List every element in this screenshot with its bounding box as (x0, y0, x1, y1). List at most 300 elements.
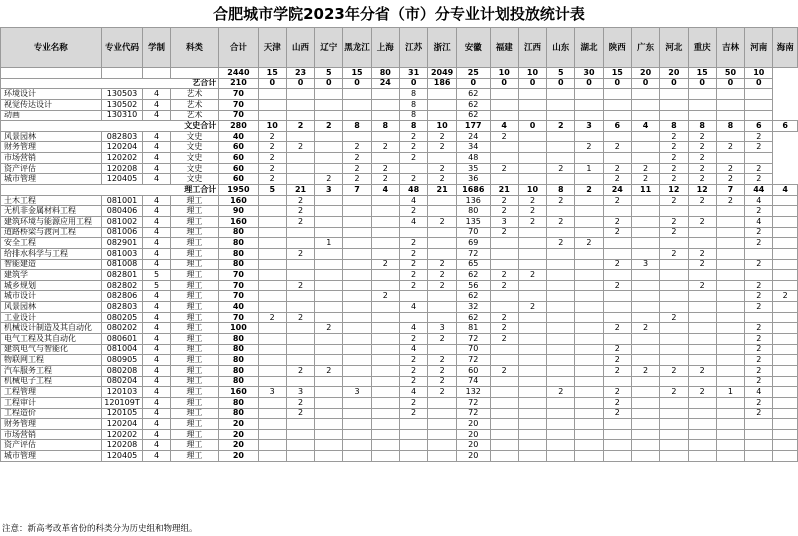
cell (575, 440, 603, 451)
cell (518, 227, 546, 238)
cell (631, 238, 659, 249)
cell: 2 (745, 408, 773, 419)
cell: 理工 (170, 259, 219, 270)
cell (518, 312, 546, 323)
cell: 文史 (170, 174, 219, 185)
cell: 72 (457, 248, 491, 259)
cell (343, 302, 371, 313)
cell (490, 419, 518, 430)
cell (716, 131, 744, 142)
table-row (1, 259, 798, 270)
cell (660, 302, 688, 313)
row-total: 100 (219, 323, 258, 334)
cell (603, 334, 631, 345)
cell (490, 355, 518, 366)
cell: 60 (457, 365, 491, 376)
cell (773, 270, 798, 281)
cell: 2 (603, 259, 631, 270)
cell (315, 259, 343, 270)
table-row (1, 227, 798, 238)
cell (547, 280, 575, 291)
cell: 2 (631, 365, 659, 376)
cell: 62 (457, 291, 491, 302)
row-total: 70 (219, 312, 258, 323)
row-total: 60 (219, 174, 258, 185)
cell: 理工 (170, 365, 219, 376)
cell (745, 89, 773, 100)
cell: 74 (457, 376, 491, 387)
cell (343, 408, 371, 419)
major-code: 080205 (101, 312, 143, 323)
cell (631, 302, 659, 313)
cell (343, 451, 371, 462)
table-row (1, 174, 798, 185)
cell: 2 (660, 142, 688, 153)
cell (518, 89, 546, 100)
cell (547, 110, 575, 121)
cell: 2 (490, 312, 518, 323)
cell (371, 89, 399, 100)
major-code: 130310 (101, 110, 143, 121)
cell (773, 419, 798, 430)
cell: 2 (490, 131, 518, 142)
cell (716, 312, 744, 323)
major-code: 080208 (101, 365, 143, 376)
cell (716, 99, 744, 110)
cell: 3 (286, 387, 314, 398)
cell: 5 (315, 68, 343, 79)
cell (575, 323, 603, 334)
major-code: 080905 (101, 355, 143, 366)
cell (343, 419, 371, 430)
table-row (1, 270, 798, 281)
major-code: 081008 (101, 259, 143, 270)
cell (258, 291, 286, 302)
cell (547, 259, 575, 270)
cell (286, 291, 314, 302)
row-total: 70 (219, 291, 258, 302)
cell: 2 (745, 323, 773, 334)
cell: 4 (143, 302, 170, 313)
cell (286, 153, 314, 164)
cell: 2 (399, 408, 427, 419)
cell (716, 365, 744, 376)
row-total: 70 (219, 270, 258, 281)
cell (343, 440, 371, 451)
cell (631, 440, 659, 451)
cell (716, 323, 744, 334)
cell (688, 355, 716, 366)
cell: 2 (315, 323, 343, 334)
cell (575, 227, 603, 238)
cell: 20 (457, 419, 491, 430)
column-header: 科类 (170, 28, 219, 68)
cell (371, 227, 399, 238)
cell (603, 206, 631, 217)
cell: 2 (660, 248, 688, 259)
cell: 2 (716, 195, 744, 206)
cell: 2 (315, 174, 343, 185)
major-name: 安全工程 (1, 238, 102, 249)
cell (428, 312, 457, 323)
cell: 2 (371, 259, 399, 270)
cell (343, 110, 371, 121)
cell (773, 429, 798, 440)
major-code: 120109T (101, 397, 143, 408)
cell (745, 429, 773, 440)
cell (575, 429, 603, 440)
major-code: 082803 (101, 302, 143, 313)
cell (716, 248, 744, 259)
cell (518, 344, 546, 355)
cell (660, 440, 688, 451)
cell (518, 451, 546, 462)
cell (547, 355, 575, 366)
cell: 2 (286, 280, 314, 291)
cell (773, 376, 798, 387)
major-code: 081002 (101, 216, 143, 227)
cell (343, 195, 371, 206)
cell: 7 (716, 185, 744, 196)
cell: 5 (143, 270, 170, 281)
cell: 2 (688, 365, 716, 376)
cell (518, 131, 546, 142)
cell: 4 (143, 344, 170, 355)
cell (518, 440, 546, 451)
cell: 2 (716, 142, 744, 153)
cell (286, 163, 314, 174)
cell: 24 (603, 185, 631, 196)
cell (518, 142, 546, 153)
cell: 2049 (428, 68, 457, 79)
cell (286, 419, 314, 430)
cell (518, 376, 546, 387)
cell: 理工 (170, 270, 219, 281)
cell: 理工 (170, 216, 219, 227)
cell (688, 99, 716, 110)
cell: 理工 (170, 280, 219, 291)
cell: 4 (490, 121, 518, 132)
cell: 11 (631, 185, 659, 196)
cell: 2 (399, 397, 427, 408)
cell: 4 (745, 387, 773, 398)
major-name: 视觉传达设计 (1, 99, 102, 110)
major-code: 120405 (101, 451, 143, 462)
row-total: 90 (219, 206, 258, 217)
cell: 2 (688, 195, 716, 206)
table-row (1, 302, 798, 313)
cell (143, 68, 170, 79)
cell (428, 227, 457, 238)
cell: 6 (603, 121, 631, 132)
cell (258, 344, 286, 355)
cell: 3 (490, 216, 518, 227)
cell (575, 419, 603, 430)
cell (773, 397, 798, 408)
cell (315, 387, 343, 398)
cell (603, 153, 631, 164)
cell: 2 (660, 216, 688, 227)
cell: 2 (490, 163, 518, 174)
cell (745, 419, 773, 430)
cell: 2 (428, 131, 457, 142)
cell: 2 (286, 195, 314, 206)
cell: 理工 (170, 195, 219, 206)
cell: 2 (518, 302, 546, 313)
cell (343, 376, 371, 387)
cell (688, 408, 716, 419)
cell (428, 397, 457, 408)
cell: 理工 (170, 376, 219, 387)
cell: 2 (745, 355, 773, 366)
cell (575, 99, 603, 110)
cell (660, 451, 688, 462)
cell: 2 (518, 270, 546, 281)
cell (575, 387, 603, 398)
major-name: 汽车服务工程 (1, 365, 102, 376)
major-name: 电气工程及其自动化 (1, 334, 102, 345)
cell (603, 248, 631, 259)
cell (315, 270, 343, 281)
cell (745, 312, 773, 323)
cell: 2 (660, 365, 688, 376)
major-code: 120202 (101, 429, 143, 440)
cell: 24 (371, 78, 399, 89)
cell (343, 280, 371, 291)
row-total: 70 (219, 99, 258, 110)
cell (603, 270, 631, 281)
cell (490, 89, 518, 100)
table-row (1, 312, 798, 323)
major-name: 物联网工程 (1, 355, 102, 366)
cell (315, 397, 343, 408)
row-total: 80 (219, 365, 258, 376)
cell (547, 408, 575, 419)
major-name: 工业设计 (1, 312, 102, 323)
table-row (1, 344, 798, 355)
cell: 4 (143, 397, 170, 408)
table-row (1, 408, 798, 419)
cell (688, 270, 716, 281)
cell: 理工 (170, 238, 219, 249)
cell: 50 (716, 68, 744, 79)
cell (631, 216, 659, 227)
cell (575, 334, 603, 345)
cell (660, 270, 688, 281)
cell (490, 429, 518, 440)
cell (371, 153, 399, 164)
cell: 2 (631, 163, 659, 174)
cell: 艺术 (170, 110, 219, 121)
cell (575, 153, 603, 164)
cell: 72 (457, 408, 491, 419)
cell (716, 206, 744, 217)
cell (371, 344, 399, 355)
cell (371, 397, 399, 408)
cell (428, 451, 457, 462)
cell (518, 259, 546, 270)
cell (258, 451, 286, 462)
cell: 2 (603, 227, 631, 238)
cell: 4 (399, 387, 427, 398)
cell (773, 408, 798, 419)
cell: 4 (143, 440, 170, 451)
table-row (1, 110, 798, 121)
cell (547, 440, 575, 451)
cell: 2 (575, 185, 603, 196)
cell (773, 323, 798, 334)
major-name: 城市管理 (1, 174, 102, 185)
cell (631, 419, 659, 430)
cell (258, 248, 286, 259)
subtotal-label: 艺合计 (1, 78, 219, 89)
cell (343, 99, 371, 110)
cell: 62 (457, 270, 491, 281)
table-row (1, 248, 798, 259)
column-header: 河北 (660, 28, 688, 68)
plan-table (0, 27, 798, 462)
cell (773, 259, 798, 270)
cell (399, 451, 427, 462)
cell: 48 (399, 185, 427, 196)
major-code: 080406 (101, 206, 143, 217)
column-header: 山东 (547, 28, 575, 68)
cell: 理工 (170, 344, 219, 355)
column-header: 专业名称 (1, 28, 102, 68)
cell: 2 (660, 163, 688, 174)
cell: 2 (258, 174, 286, 185)
cell (258, 110, 286, 121)
cell (660, 238, 688, 249)
cell: 2 (745, 376, 773, 387)
cell (518, 408, 546, 419)
cell: 文史 (170, 131, 219, 142)
cell (286, 302, 314, 313)
cell: 62 (457, 110, 491, 121)
cell: 4 (143, 216, 170, 227)
cell: 2 (631, 174, 659, 185)
cell (343, 238, 371, 249)
cell: 2 (286, 121, 314, 132)
cell: 2 (688, 163, 716, 174)
cell: 理工 (170, 323, 219, 334)
cell (575, 195, 603, 206)
cell (575, 355, 603, 366)
table-row (1, 280, 798, 291)
cell (258, 227, 286, 238)
cell: 10 (745, 68, 773, 79)
cell: 30 (575, 68, 603, 79)
cell (575, 174, 603, 185)
cell: 2 (745, 259, 773, 270)
cell: 0 (343, 78, 371, 89)
cell: 10 (428, 121, 457, 132)
cell (371, 195, 399, 206)
cell (547, 89, 575, 100)
cell: 21 (428, 185, 457, 196)
cell (258, 323, 286, 334)
cell: 4 (143, 163, 170, 174)
major-code: 080202 (101, 323, 143, 334)
major-code: 082801 (101, 270, 143, 281)
column-header: 江苏 (399, 28, 427, 68)
cell (603, 291, 631, 302)
cell: 81 (457, 323, 491, 334)
cell: 2 (716, 163, 744, 174)
grand-total-row (1, 68, 798, 79)
cell (716, 89, 744, 100)
cell: 2 (688, 174, 716, 185)
cell: 25 (457, 68, 491, 79)
cell (773, 344, 798, 355)
cell: 2 (258, 163, 286, 174)
cell (286, 440, 314, 451)
major-code: 080601 (101, 334, 143, 345)
cell: 2 (745, 238, 773, 249)
cell (631, 344, 659, 355)
cell: 15 (258, 68, 286, 79)
cell (428, 238, 457, 249)
cell (603, 429, 631, 440)
cell (716, 376, 744, 387)
table-row (1, 216, 798, 227)
cell: 0 (660, 78, 688, 89)
subtotal-label: 文史合计 (1, 121, 219, 132)
cell (428, 419, 457, 430)
cell (343, 397, 371, 408)
cell (428, 153, 457, 164)
cell (773, 451, 798, 462)
cell: 35 (457, 163, 491, 174)
cell: 12 (660, 185, 688, 196)
cell (343, 344, 371, 355)
cell: 2 (490, 270, 518, 281)
major-name: 机械设计制造及其自动化 (1, 323, 102, 334)
major-code: 081003 (101, 248, 143, 259)
cell (575, 131, 603, 142)
row-total: 20 (219, 429, 258, 440)
cell: 0 (745, 78, 773, 89)
row-total: 160 (219, 387, 258, 398)
cell (660, 206, 688, 217)
cell (343, 227, 371, 238)
cell (631, 355, 659, 366)
cell (773, 334, 798, 345)
cell (399, 312, 427, 323)
cell (660, 89, 688, 100)
row-total: 80 (219, 344, 258, 355)
cell: 2 (745, 131, 773, 142)
cell: 4 (143, 153, 170, 164)
cell (773, 387, 798, 398)
cell: 2 (399, 174, 427, 185)
cell: 8 (660, 121, 688, 132)
table-row (1, 323, 798, 334)
table-row (1, 99, 798, 110)
major-code: 081001 (101, 195, 143, 206)
row-total: 80 (219, 259, 258, 270)
cell (518, 110, 546, 121)
cell: 5 (143, 280, 170, 291)
cell (428, 440, 457, 451)
cell (773, 440, 798, 451)
cell (258, 99, 286, 110)
cell: 2 (428, 174, 457, 185)
cell: 2 (343, 142, 371, 153)
row-total: 60 (219, 153, 258, 164)
cell (688, 206, 716, 217)
cell (343, 248, 371, 259)
